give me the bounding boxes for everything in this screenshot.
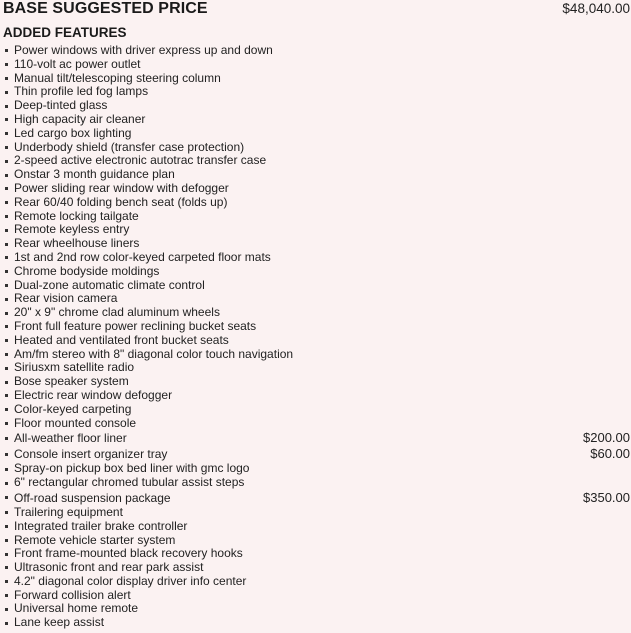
- feature-item: [0, 154, 630, 168]
- bullet-icon: [5, 270, 8, 273]
- feature-left: [0, 44, 273, 58]
- feature-label: Lane keep assist: [14, 615, 105, 630]
- feature-left: [0, 182, 229, 196]
- feature-item: [0, 403, 630, 417]
- bullet-icon: [5, 482, 8, 485]
- feature-item: [0, 361, 630, 375]
- feature-label: Spray-on pickup box bed liner with gmc logo: [14, 461, 250, 476]
- feature-left: [0, 154, 266, 168]
- bullet-icon: [5, 353, 8, 356]
- feature-label: Bose speaker system: [14, 374, 129, 389]
- feature-left: [0, 334, 229, 348]
- bullet-icon: [5, 229, 8, 232]
- base-price-title: BASE SUGGESTED PRICE: [3, 0, 208, 17]
- bullet-icon: [5, 394, 8, 397]
- feature-left: [0, 589, 131, 603]
- bullet-icon: [5, 453, 8, 456]
- feature-left: [0, 534, 175, 548]
- feature-item: [0, 306, 630, 320]
- feature-list: [0, 44, 630, 630]
- feature-item: [0, 85, 630, 99]
- feature-left: [0, 430, 127, 446]
- feature-label: Remote vehicle starter system: [14, 532, 176, 547]
- feature-left: [0, 446, 167, 462]
- feature-left: [0, 403, 131, 417]
- feature-left: [0, 561, 203, 575]
- feature-label: Universal home remote: [14, 601, 139, 616]
- bullet-icon: [5, 381, 8, 384]
- bullet-icon: [5, 325, 8, 328]
- bullet-icon: [5, 132, 8, 135]
- bullet-icon: [5, 174, 8, 177]
- bullet-icon: [5, 594, 8, 597]
- feature-left: [0, 389, 172, 403]
- feature-item: [0, 520, 630, 534]
- feature-item: [0, 616, 630, 630]
- feature-label: Off-road suspension package: [14, 490, 171, 505]
- bullet-icon: [5, 525, 8, 528]
- feature-label: Console insert organizer tray: [14, 447, 168, 462]
- bullet-icon: [5, 312, 8, 315]
- feature-item: [0, 589, 630, 603]
- feature-label: High capacity air cleaner: [14, 111, 146, 126]
- bullet-icon: [5, 146, 8, 149]
- bullet-icon: [5, 256, 8, 259]
- feature-label: Heated and ventilated front bucket seats: [14, 332, 229, 347]
- bullet-icon: [5, 408, 8, 411]
- bullet-icon: [5, 422, 8, 425]
- feature-label: 4.2" diagonal color display driver info center: [14, 573, 247, 588]
- feature-label: Rear wheelhouse liners: [14, 236, 140, 251]
- feature-left: [0, 417, 136, 431]
- feature-left: [0, 72, 221, 86]
- bullet-icon: [5, 91, 8, 94]
- feature-item: [0, 462, 630, 476]
- feature-label: Power windows with driver express up and down: [14, 43, 273, 57]
- feature-left: [0, 320, 256, 334]
- bullet-icon: [5, 553, 8, 556]
- feature-item: [0, 575, 630, 589]
- feature-left: [0, 520, 187, 534]
- bullet-icon: [5, 608, 8, 611]
- feature-item: [0, 534, 630, 548]
- bullet-icon: [5, 201, 8, 204]
- feature-item: [0, 389, 630, 403]
- feature-item: [0, 279, 630, 293]
- feature-label: 110-volt ac power outlet: [14, 56, 141, 71]
- feature-item: [0, 237, 630, 251]
- feature-price: $350.00: [583, 489, 630, 505]
- feature-label: 20" x 9" chrome clad aluminum wheels: [14, 305, 220, 320]
- feature-label: Dual-zone automatic climate control: [14, 277, 205, 292]
- bullet-icon: [5, 539, 8, 542]
- feature-left: [0, 306, 220, 320]
- feature-item: [0, 547, 630, 561]
- feature-label: Deep-tinted glass: [14, 98, 108, 113]
- base-price-value: $48,040.00: [562, 1, 630, 16]
- feature-label: Underbody shield (transfer case protection): [14, 139, 245, 154]
- feature-label: Remote keyless entry: [14, 222, 130, 237]
- feature-item: [0, 127, 630, 141]
- feature-item: [0, 196, 630, 210]
- feature-left: [0, 361, 134, 375]
- feature-left: [0, 113, 145, 127]
- feature-label: Integrated trailer brake controller: [14, 518, 188, 533]
- feature-left: [0, 99, 107, 113]
- feature-label: Color-keyed carpeting: [14, 401, 132, 416]
- feature-item: [0, 58, 630, 72]
- feature-price: $60.00: [590, 446, 630, 462]
- bullet-icon: [5, 566, 8, 569]
- feature-label: Rear 60/40 folding bench seat (folds up): [14, 194, 228, 209]
- feature-label: Chrome bodyside moldings: [14, 263, 160, 278]
- bullet-icon: [5, 105, 8, 108]
- feature-label: Manual tilt/telescoping steering column: [14, 70, 221, 85]
- feature-label: Am/fm stereo with 8" diagonal color touch navigation: [14, 346, 294, 361]
- added-features-title: ADDED FEATURES: [3, 25, 127, 40]
- feature-item: [0, 348, 630, 362]
- bullet-icon: [5, 160, 8, 163]
- feature-item: [0, 561, 630, 575]
- feature-label: Front frame-mounted black recovery hooks: [14, 546, 243, 561]
- feature-left: [0, 575, 246, 589]
- bullet-icon: [5, 63, 8, 66]
- bullet-icon: [5, 77, 8, 80]
- bullet-icon: [5, 580, 8, 583]
- feature-item: [0, 490, 630, 506]
- bullet-icon: [5, 118, 8, 121]
- feature-item: [0, 292, 630, 306]
- bullet-icon: [5, 298, 8, 301]
- feature-left: [0, 375, 129, 389]
- feature-item: [0, 141, 630, 155]
- feature-label: Forward collision alert: [14, 587, 131, 602]
- feature-item: [0, 446, 630, 462]
- feature-left: [0, 462, 249, 476]
- feature-left: [0, 168, 175, 182]
- feature-item: [0, 182, 630, 196]
- feature-left: [0, 223, 129, 237]
- feature-left: [0, 237, 139, 251]
- feature-item: [0, 265, 630, 279]
- feature-item: [0, 430, 630, 446]
- feature-left: [0, 58, 141, 72]
- feature-label: 6" rectangular chromed tubular assist steps: [14, 475, 245, 490]
- feature-item: [0, 320, 630, 334]
- bullet-icon: [5, 49, 8, 52]
- bullet-icon: [5, 284, 8, 287]
- feature-label: Power sliding rear window with defogger: [14, 180, 229, 195]
- bullet-icon: [5, 243, 8, 246]
- feature-item: [0, 476, 630, 490]
- feature-left: [0, 210, 139, 224]
- feature-left: [0, 279, 205, 293]
- feature-item: [0, 113, 630, 127]
- base-price-row: [3, 0, 630, 18]
- feature-label: Siriusxm satellite radio: [14, 360, 135, 375]
- feature-label: Rear vision camera: [14, 291, 118, 306]
- feature-label: Electric rear window defogger: [14, 387, 173, 402]
- feature-price: $200.00: [583, 430, 630, 446]
- feature-item: [0, 506, 630, 520]
- feature-label: 2-speed active electronic autotrac transfer case: [14, 153, 267, 168]
- feature-item: [0, 223, 630, 237]
- bullet-icon: [5, 215, 8, 218]
- feature-left: [0, 602, 138, 616]
- feature-label: Thin profile led fog lamps: [14, 84, 149, 99]
- feature-left: [0, 490, 171, 506]
- feature-left: [0, 265, 159, 279]
- feature-item: [0, 375, 630, 389]
- bullet-icon: [5, 339, 8, 342]
- feature-left: [0, 141, 244, 155]
- bullet-icon: [5, 437, 8, 440]
- feature-left: [0, 348, 293, 362]
- feature-label: Trailering equipment: [14, 504, 123, 519]
- feature-item: [0, 602, 630, 616]
- feature-left: [0, 292, 117, 306]
- feature-left: [0, 506, 123, 520]
- feature-item: [0, 251, 630, 265]
- feature-item: [0, 44, 630, 58]
- feature-left: [0, 127, 131, 141]
- feature-item: [0, 210, 630, 224]
- feature-label: Onstar 3 month guidance plan: [14, 167, 175, 182]
- feature-item: [0, 72, 630, 86]
- feature-left: [0, 251, 271, 265]
- feature-label: All-weather floor liner: [14, 431, 127, 446]
- feature-label: Led cargo box lighting: [14, 125, 132, 140]
- feature-label: Remote locking tailgate: [14, 208, 139, 223]
- bullet-icon: [5, 511, 8, 514]
- feature-left: [0, 85, 148, 99]
- feature-left: [0, 196, 227, 210]
- feature-label: Ultrasonic front and rear park assist: [14, 560, 204, 575]
- feature-label: Front full feature power reclining bucket seats: [14, 318, 257, 333]
- bullet-icon: [5, 367, 8, 370]
- feature-item: [0, 417, 630, 431]
- feature-item: [0, 99, 630, 113]
- bullet-icon: [5, 496, 8, 499]
- feature-left: [0, 547, 243, 561]
- feature-item: [0, 334, 630, 348]
- feature-left: [0, 476, 244, 490]
- bullet-icon: [5, 622, 8, 625]
- feature-label: 1st and 2nd row color-keyed carpeted floor mats: [14, 249, 271, 264]
- bullet-icon: [5, 187, 8, 190]
- feature-left: [0, 616, 104, 630]
- feature-item: [0, 168, 630, 182]
- feature-label: Floor mounted console: [14, 415, 137, 430]
- bullet-icon: [5, 468, 8, 471]
